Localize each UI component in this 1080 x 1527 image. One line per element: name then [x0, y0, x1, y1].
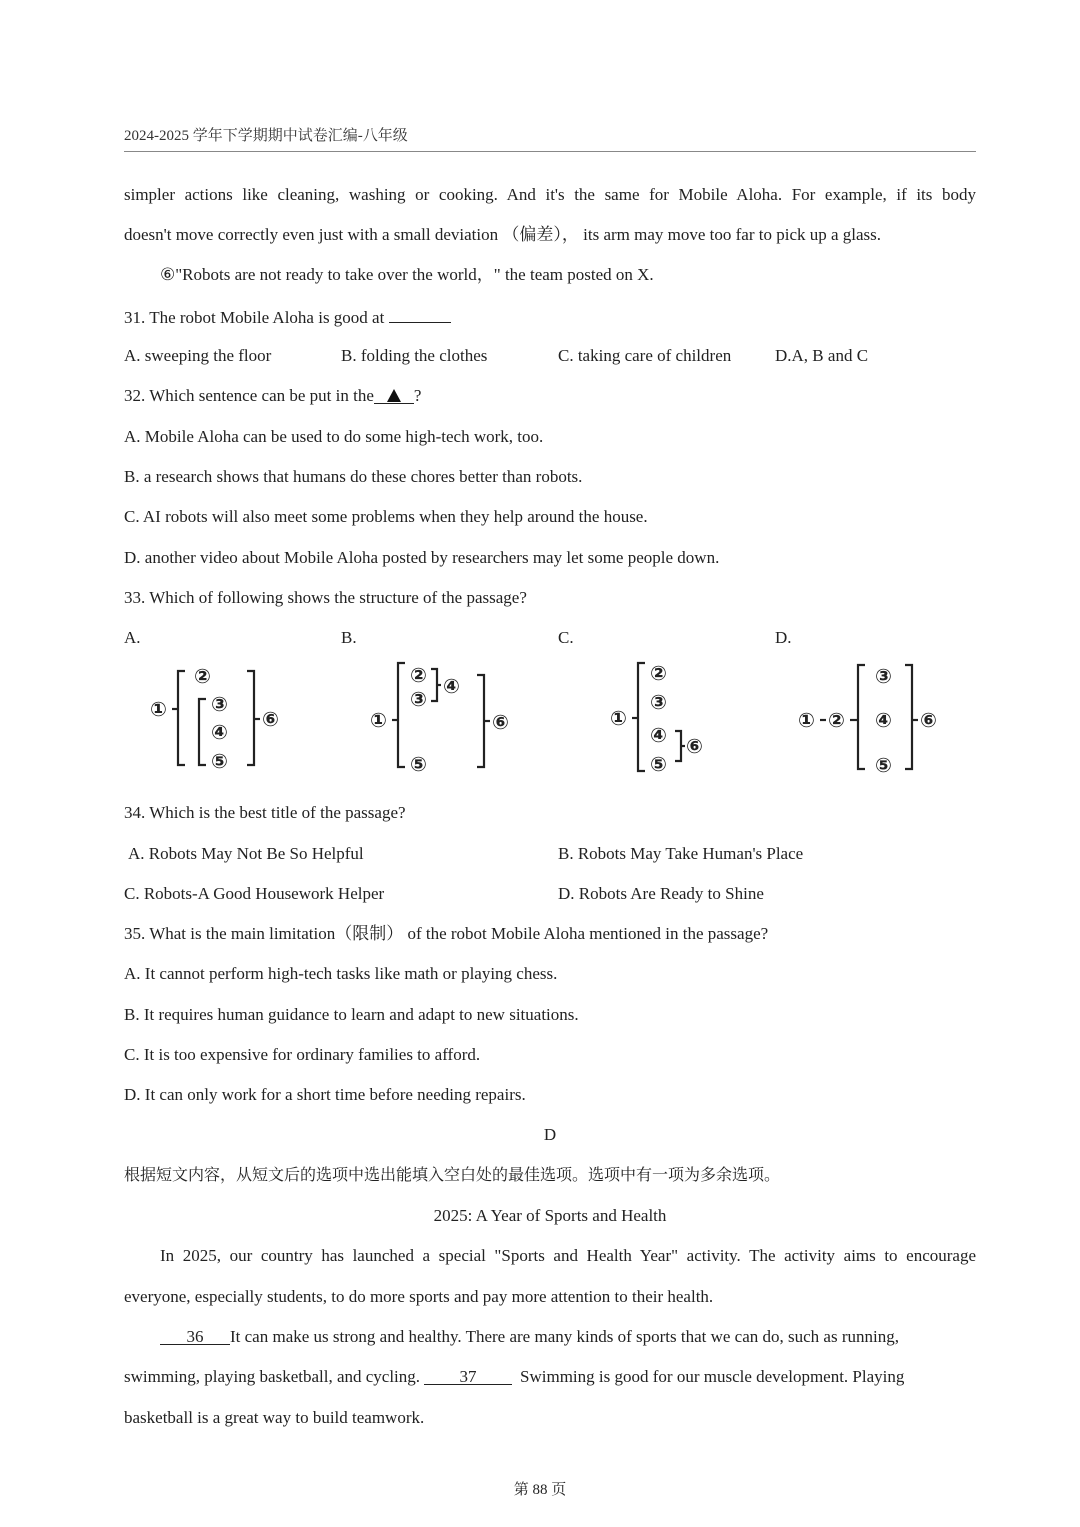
numeral-4: ④ — [650, 723, 667, 747]
numeral-5: ⑤ — [650, 752, 667, 776]
numeral-6: ⑥ — [492, 710, 509, 734]
numeral-4: ④ — [211, 720, 228, 744]
numeral-6: ⑥ — [262, 707, 279, 731]
q34-option-c: C. Robots-A Good Housework Helper — [124, 884, 385, 903]
q33-label-c: C. — [558, 628, 574, 647]
numeral-1: ① — [370, 708, 387, 732]
passage-line: everyone, especially students, to do more sports and pay more attention to their health. — [124, 1287, 714, 1306]
section-instruction: 根据短文内容，从短文后的选项中选出能填入空白处的最佳选项。选项中有一项为多余选项。 — [124, 1165, 781, 1184]
q35-option-a: A. It cannot perform high-tech tasks like math or playing chess. — [124, 964, 558, 983]
numeral-2: ② — [410, 663, 427, 687]
q32-option-c: C. AI robots will also meet some problems when they help around the house. — [124, 507, 648, 526]
numeral-3: ③ — [650, 690, 667, 714]
numeral-5: ⑤ — [410, 752, 427, 776]
numeral-1: ① — [150, 697, 167, 721]
passage-line: In 2025, our country has launched a special "Sports and Health Year" activity. The activity aims to encourage — [160, 1246, 976, 1265]
numeral-1: ① — [798, 708, 815, 732]
q34-option-d: D. Robots Are Ready to Shine — [558, 884, 764, 903]
q34-option-b: B. Robots May Take Human's Place — [558, 844, 804, 863]
structure-diagram-a — [145, 655, 325, 780]
numeral-2: ② — [194, 664, 211, 688]
question-33-stem: 33. Which of following shows the structure of the passage? — [124, 588, 527, 607]
structure-diagram-c — [605, 655, 785, 780]
q31-option-b: B. folding the clothes — [341, 346, 488, 365]
q31-option-d: D.A, B and C — [775, 346, 869, 365]
question-32-stem: 32. Which sentence can be put in the — [124, 386, 374, 405]
answer-blank — [389, 304, 451, 323]
question-35-stem: 35. What is the main limitation（限制） of the robot Mobile Aloha mentioned in the passage? — [124, 924, 769, 943]
triangle-icon — [387, 389, 401, 402]
passage-line: simpler actions like cleaning, washing or cooking. And it's the same for Mobile Aloha. For example, if its body — [124, 185, 976, 204]
blank-36: 36 — [160, 1326, 230, 1345]
numeral-3: ③ — [410, 687, 427, 711]
question-31-stem: 31. The robot Mobile Aloha is good at — [124, 308, 385, 327]
numeral-2: ② — [828, 708, 845, 732]
q35-option-c: C. It is too expensive for ordinary families to afford. — [124, 1045, 481, 1064]
numeral-4: ④ — [875, 708, 892, 732]
passage-text: Swimming is good for our muscle development. Playing — [520, 1367, 905, 1386]
passage-line: basketball is a great way to build teamwork. — [124, 1408, 425, 1427]
page-number: 第 88 页 — [513, 1482, 567, 1498]
q33-label-d: D. — [775, 628, 792, 647]
passage-title: 2025: A Year of Sports and Health — [433, 1206, 667, 1225]
section-letter: D — [543, 1125, 557, 1144]
numeral-3: ③ — [211, 692, 228, 716]
passage-line-36 — [160, 1326, 976, 1348]
numeral-5: ⑤ — [211, 749, 228, 773]
blank-37: 37 — [424, 1366, 512, 1385]
passage-line: doesn't move correctly even just with a small deviation （偏差）， its arm may move too far to pick up a glass. — [124, 225, 882, 244]
answer-blank — [374, 385, 414, 404]
numeral-4: ④ — [443, 674, 460, 698]
numeral-3: ③ — [875, 664, 892, 688]
q31-option-a: A. sweeping the floor — [124, 346, 272, 365]
q31-option-c: C. taking care of children — [558, 346, 732, 365]
structure-diagram-d — [795, 655, 975, 780]
q33-label-a: A. — [124, 628, 141, 647]
q33-label-b: B. — [341, 628, 357, 647]
q32-option-a: A. Mobile Aloha can be used to do some high-tech work, too. — [124, 427, 544, 446]
passage-text: It can make us strong and healthy. There are many kinds of sports that we can do, such as running, — [230, 1327, 899, 1346]
passage-line-37 — [124, 1366, 976, 1388]
question-31 — [124, 304, 976, 329]
structure-diagram-b — [365, 655, 545, 780]
numeral-5: ⑤ — [875, 753, 892, 777]
question-32 — [124, 385, 976, 407]
numeral-2: ② — [650, 661, 667, 685]
question-34-stem: 34. Which is the best title of the passage? — [124, 803, 406, 822]
passage-text: swimming, playing basketball, and cycling. — [124, 1367, 421, 1386]
passage-paragraph-6: ⑥"Robots are not ready to take over the world，" the team posted on X. — [160, 265, 654, 284]
numeral-6: ⑥ — [686, 734, 703, 758]
q34-option-a: A. Robots May Not Be So Helpful — [128, 844, 364, 863]
numeral-6: ⑥ — [920, 708, 937, 732]
question-mark: ? — [413, 386, 422, 405]
page-header: 2024-2025 学年下学期期中试卷汇编-八年级 — [124, 124, 976, 152]
q32-option-d: D. another video about Mobile Aloha posted by researchers may let some people down. — [124, 548, 720, 567]
q32-option-b: B. a research shows that humans do these chores better than robots. — [124, 467, 583, 486]
q35-option-d: D. It can only work for a short time before needing repairs. — [124, 1085, 526, 1104]
numeral-1: ① — [610, 706, 627, 730]
q35-option-b: B. It requires human guidance to learn and adapt to new situations. — [124, 1005, 579, 1024]
